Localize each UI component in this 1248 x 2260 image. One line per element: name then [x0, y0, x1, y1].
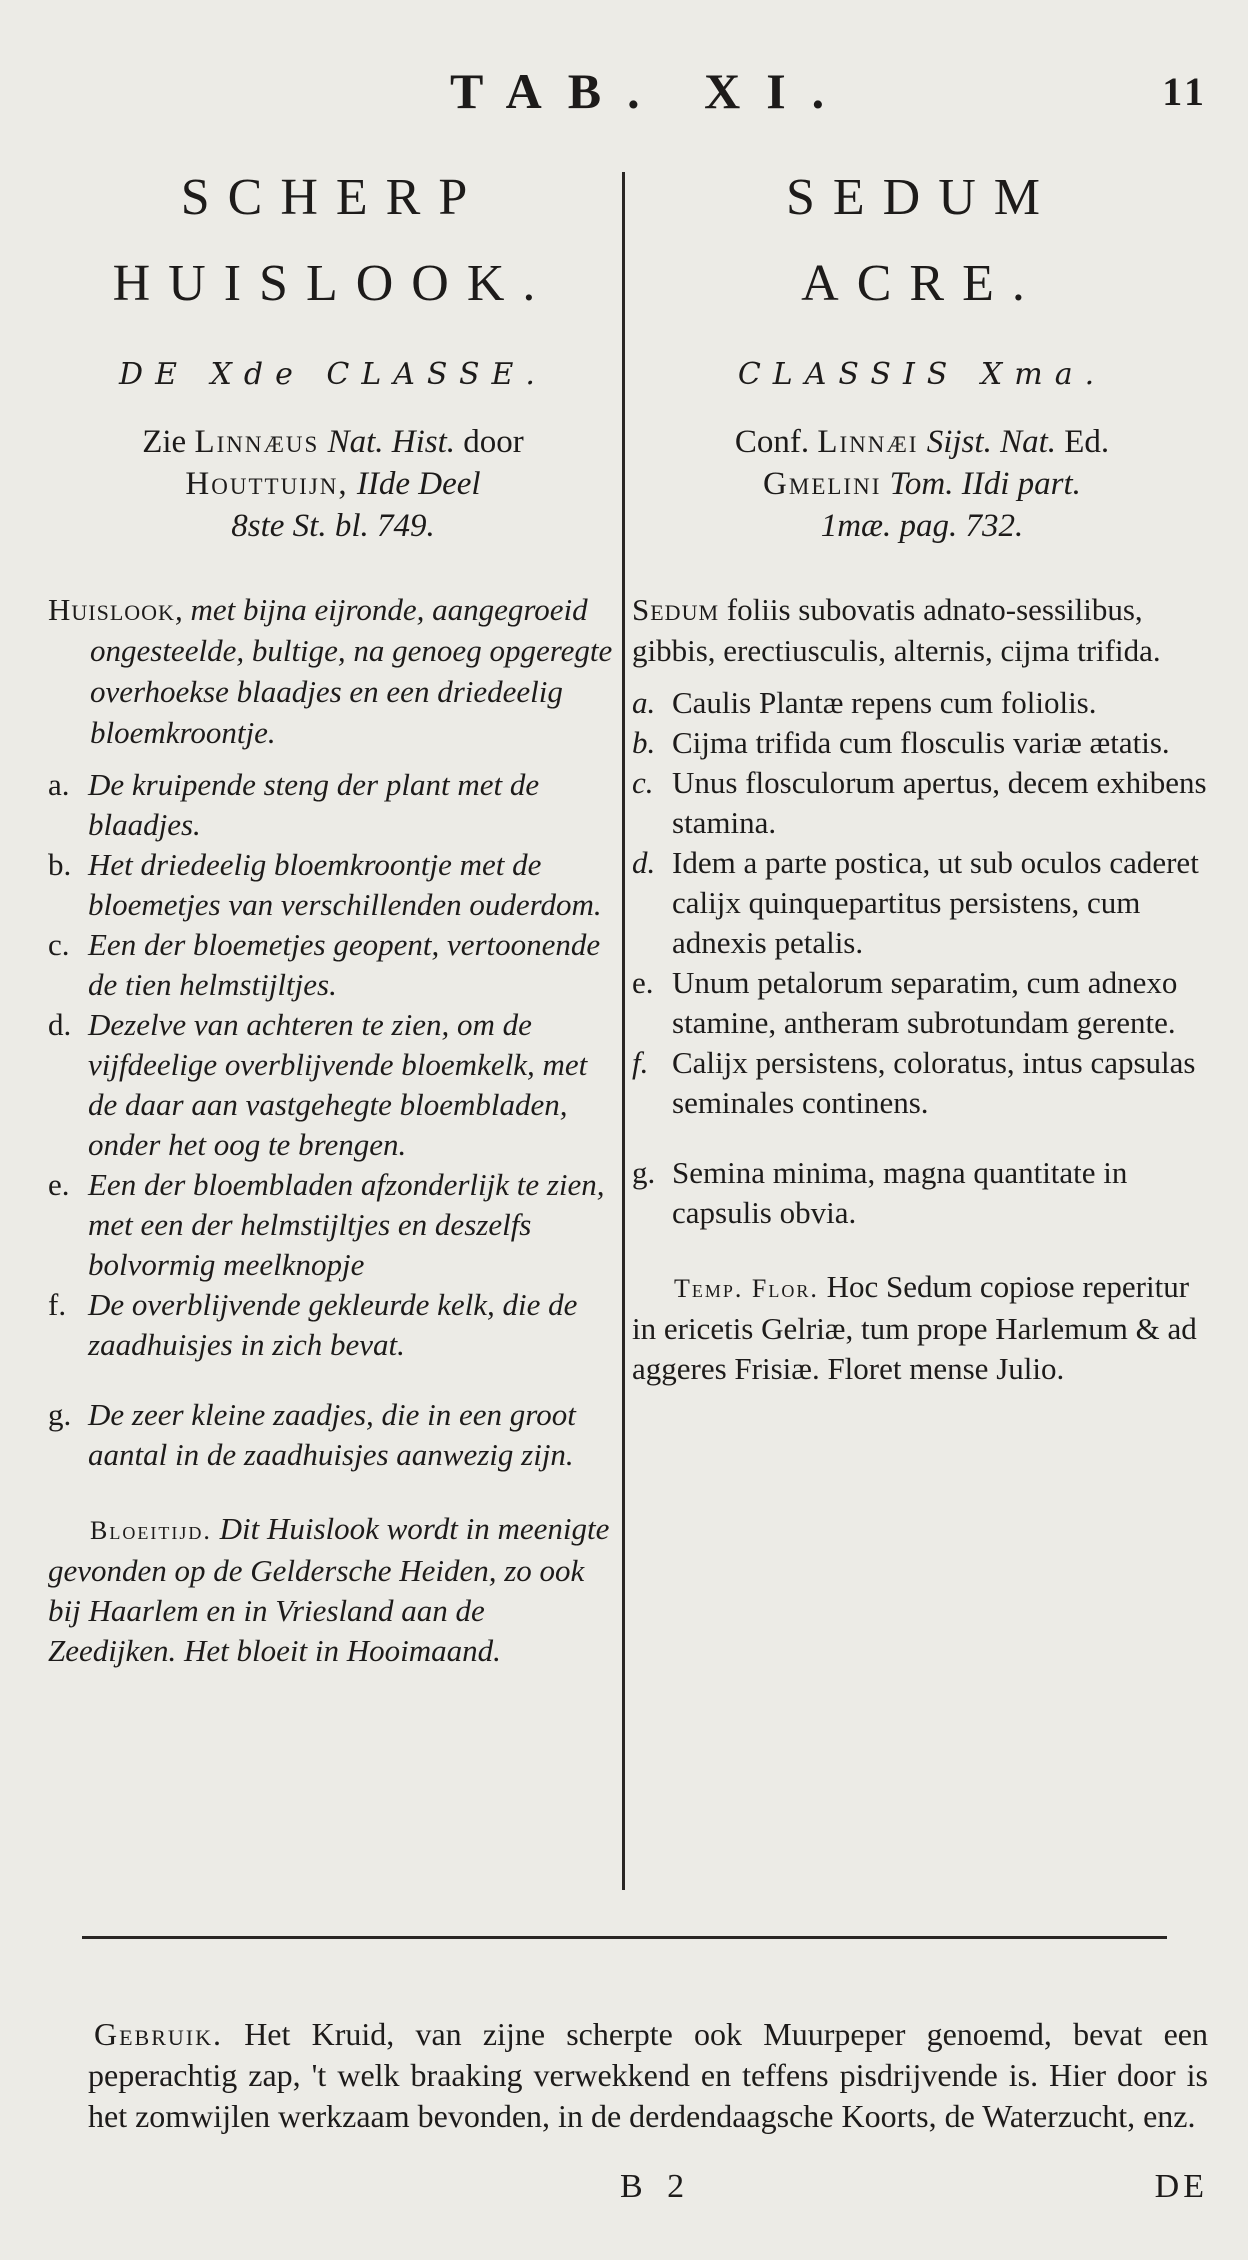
flowering-lead: Bloeitijd. — [90, 1516, 212, 1545]
latin-class-heading: CLASSIS Xma. — [737, 357, 1107, 392]
usage-lead: Gebruik. — [94, 2016, 223, 2052]
list-item — [632, 1043, 1212, 1123]
item-letter: g. — [632, 1155, 656, 1190]
item-letter: a. — [48, 767, 70, 802]
list-item — [48, 1285, 618, 1365]
item-letter: d. — [632, 845, 656, 880]
item-text: Een der bloembladen afzonderlijk te zien, met een der helmstijltjes en deszelfs bolvormig meelknopje — [88, 1167, 605, 1282]
dutch-class-heading: DE Xde CLASSE. — [119, 357, 547, 392]
item-text: Idem a parte postica, ut sub oculos caderet calijx quinquepartitus persistens, cum adnexis petalis. — [672, 845, 1199, 960]
dutch-flowering-time — [48, 1509, 618, 1671]
latin-reference — [632, 421, 1212, 547]
flowering-lead: Temp. Flor. — [674, 1274, 819, 1303]
page-number: 11 — [1162, 69, 1208, 114]
item-letter: d. — [48, 1007, 72, 1042]
ref-editor: Gmelini — [763, 466, 882, 502]
item-text: Unus flosculorum apertus, decem exhibens stamina. — [672, 765, 1207, 840]
list-item — [48, 765, 618, 845]
ref-text: Zie — [142, 424, 195, 460]
latin-flowering-time — [632, 1267, 1212, 1389]
list-item — [48, 1395, 618, 1475]
ref-author: Linnæus — [194, 424, 320, 460]
item-letter: e. — [48, 1167, 70, 1202]
latin-item-list — [632, 683, 1212, 1233]
spacer — [632, 1123, 1212, 1153]
catchword: DE — [1154, 2168, 1208, 2205]
item-letter: f. — [48, 1287, 67, 1322]
list-item — [48, 925, 618, 1005]
list-item — [48, 1165, 618, 1285]
item-text: De zeer kleine zaadjes, die in een groot aantal in de zaadhuisjes aanwezig zijn. — [88, 1397, 576, 1472]
ref-author: Linnæi — [817, 424, 919, 460]
list-item — [632, 763, 1212, 843]
flowering-text: Hoc Sedum copiose reperitur in ericetis Gelriæ, tum prope Harlemum & ad aggeres Frisiæ. Floret mense Julio. — [632, 1269, 1197, 1386]
item-letter: a. — [632, 685, 656, 720]
desc-lead: Sedum — [632, 592, 720, 627]
ref-text: Ed. — [1056, 424, 1110, 460]
dutch-column — [48, 155, 618, 1702]
list-item — [632, 963, 1212, 1043]
flowering-text: Dit Huislook wordt in meenigte gevonden op de Geldersche Heiden, zo ook bij Haarlem en in Vriesland aan de Zeedijken. Het bloeit in Hooimaand. — [48, 1511, 610, 1668]
usage-text: Het Kruid, van zijne scherpte ook Muurpeper genoemd, bevat een peperachtig zap, 't welk braaking verwekkend en teffens pisdrijvende is. Hier door is het zomwijlen werkzaam bevonden, in de derdendaagsche Koorts, de Waterzucht, enz. — [88, 2016, 1208, 2134]
item-text: Dezelve van achteren te zien, om de vijfdeelige overblijvende bloemkelk, met de daar aan vastgehegte bloembladen, onder het oog te brengen. — [88, 1007, 588, 1162]
ref-page: 8ste St. bl. 749. — [231, 508, 435, 544]
page-footer — [0, 2168, 1248, 2218]
item-letter: e. — [632, 965, 654, 1000]
list-item — [632, 683, 1212, 723]
column-divider — [622, 172, 625, 1890]
list-item — [48, 1005, 618, 1165]
item-text: De kruipende steng der plant met de blaadjes. — [88, 767, 540, 842]
ref-page: 1mæ. pag. 732. — [820, 508, 1024, 544]
desc-text: foliis subovatis adnato-sessilibus, gibbis, erectiusculis, alternis, cijma trifida. — [632, 592, 1161, 668]
usage-paragraph — [88, 2014, 1208, 2137]
ref-translator: Houttuijn, — [185, 466, 349, 502]
desc-lead: Huislook — [48, 592, 175, 627]
item-letter: c. — [48, 927, 70, 962]
latin-title-line1: SEDUM — [785, 169, 1059, 226]
list-item — [632, 843, 1212, 963]
item-letter: b. — [632, 725, 656, 760]
item-letter: f. — [632, 1045, 649, 1080]
item-text: Semina minima, magna quantitate in capsulis obvia. — [672, 1155, 1128, 1230]
item-text: Unum petalorum separatim, cum adnexo stamine, antheram subrotundam gerente. — [672, 965, 1178, 1040]
dutch-item-list — [48, 765, 618, 1475]
item-letter: b. — [48, 847, 72, 882]
item-text: Calijx persistens, coloratus, intus capsulas seminales continens. — [672, 1045, 1196, 1120]
item-text: Het driedeelig bloemkroontje met de bloemetjes van verschillenden ouderdom. — [88, 847, 602, 922]
item-text: De overblijvende gekleurde kelk, die de zaadhuisjes in zich bevat. — [88, 1287, 578, 1362]
dutch-title-line1: SCHERP — [180, 169, 486, 226]
item-text: Cijma trifida cum flosculis variæ ætatis. — [672, 725, 1170, 760]
plate-number: TAB. XI. — [450, 63, 851, 119]
latin-title-line2: ACRE. — [801, 255, 1043, 312]
ref-work: Nat. Hist. — [319, 424, 456, 460]
ref-volume: IIde Deel — [348, 466, 481, 502]
latin-column — [632, 155, 1212, 1420]
ref-volume: Tom. IIdi part. — [881, 466, 1081, 502]
list-item — [632, 1153, 1212, 1233]
signature-mark: B 2 — [620, 2168, 693, 2205]
list-item — [632, 723, 1212, 763]
item-text: Caulis Plantæ repens cum foliolis. — [672, 685, 1097, 720]
dutch-reference — [48, 421, 618, 547]
item-text: Een der bloemetjes geopent, vertoonende de tien helmstijltjes. — [88, 927, 601, 1002]
ref-text: Conf. — [734, 424, 818, 460]
dutch-title-line2: HUISLOOK. — [112, 255, 554, 312]
spacer — [48, 1365, 618, 1395]
ref-work: Sijst. Nat. — [918, 424, 1056, 460]
section-rule — [82, 1936, 1167, 1939]
page-header — [0, 62, 1248, 132]
list-item — [48, 845, 618, 925]
ref-text: door — [455, 424, 524, 460]
latin-description — [632, 589, 1212, 671]
desc-text: , met bijna eijronde, aangegroeid ongesteelde, bultige, na genoeg opgeregte overhoekse blaadjes en een driedeelig bloemkroontje. — [90, 592, 613, 750]
item-letter: c. — [632, 765, 654, 800]
dutch-description — [48, 589, 618, 753]
item-letter: g. — [48, 1397, 72, 1432]
